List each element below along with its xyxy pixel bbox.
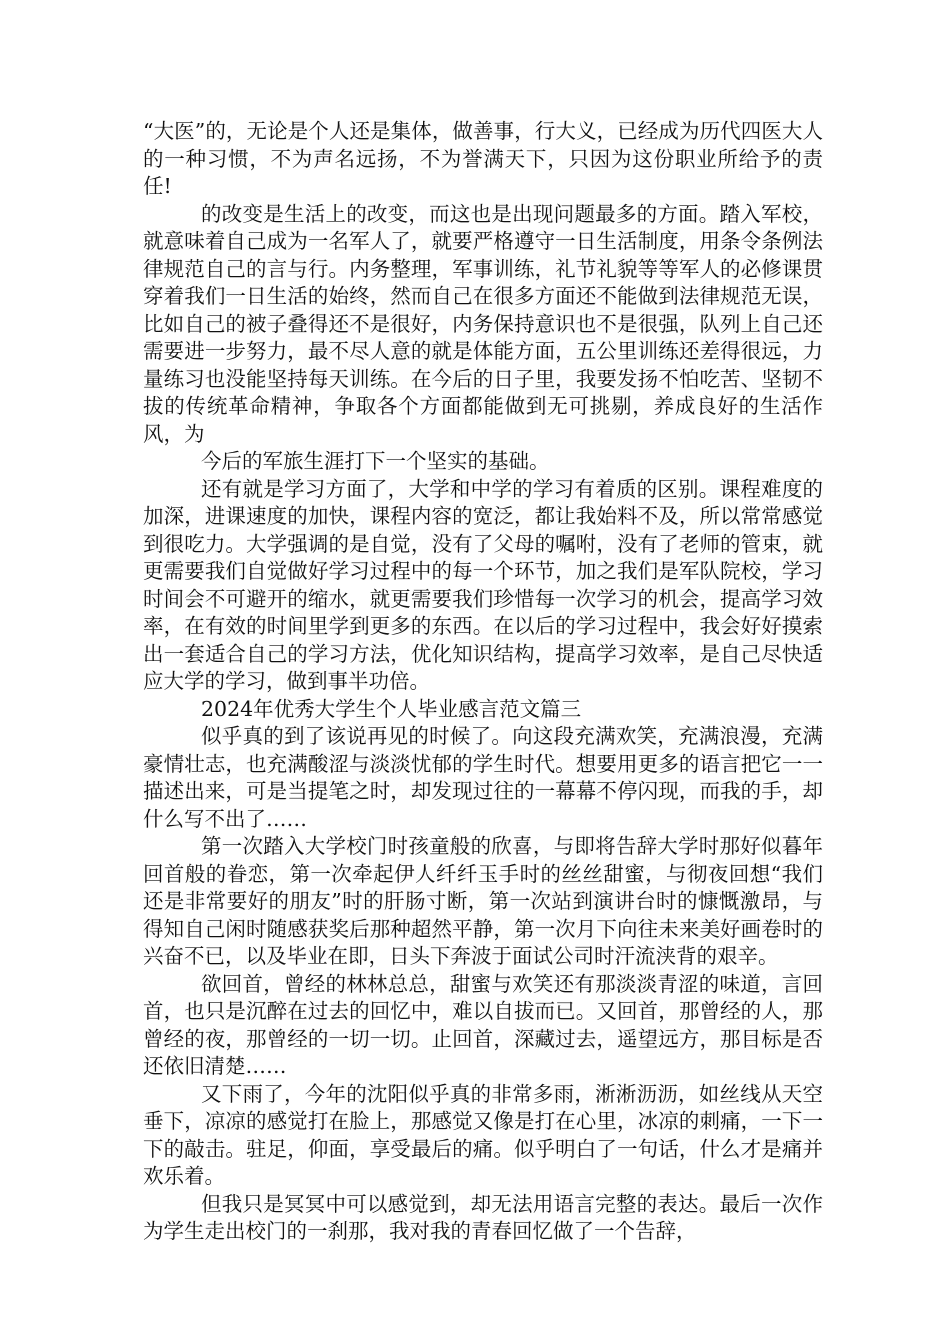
paragraph-1: “大医”的，无论是个人还是集体，做善事，行大义，已经成为历代四医大人的一种习惯，不为声名远扬，不为誉满天下，只因为这份职业所给予的责任! <box>143 119 823 198</box>
document-page <box>143 118 823 1246</box>
section-heading: 2024年优秀大学生个人毕业感言范文篇三 <box>201 696 582 721</box>
paragraph-3: 今后的军旅生涯打下一个坚实的基础。 <box>201 449 550 473</box>
paragraph-8: 又下雨了，今年的沈阳似乎真的非常多雨，淅淅沥沥，如丝线从天空垂下，凉凉的感觉打在脸上，那感觉又像是打在心里，冰凉的刺痛，一下一下的敲击。驻足，仰面，享受最后的痛。似乎明白了一句话，什么才是痛并欢乐着。 <box>143 1081 823 1188</box>
paragraph-4: 还有就是学习方面了，大学和中学的学习有着质的区别。课程难度的加深，进课速度的加快，课程内容的宽泛，都让我始料不及，所以常常感觉到很吃力。大学强调的是自觉，没有了父母的嘱咐，没有了老师的管束，就更需要我们自觉做好学习过程中的每一个环节，加之我们是军队院校，学习时间会不可避开的缩水，就更需要我们珍惜每一次学习的机会，提高学习效率，在有效的时间里学到更多的东西。在以后的学习过程中，我会好好摸索出一套适合自己的学习方法，优化知识结构，提高学习效率，是自己尽快适应大学的学习，做到事半功倍。 <box>143 476 823 693</box>
paragraph-9: 但我只是冥冥中可以感觉到，却无法用语言完整的表达。最后一次作为学生走出校门的一刹那，我对我的青春回忆做了一个告辞， <box>143 1191 823 1243</box>
paragraph-2: 的改变是生活上的改变，而这也是出现问题最多的方面。踏入军校，就意味着自己成为一名军人了，就要严格遵守一日生活制度，用条令条例法律规范自己的言与行。内务整理，军事训练，礼节礼貌等等军人的必修课贯穿着我们一日生活的始终，然而自己在很多方面还不能做到法律规范无误，比如自己的被子叠得还不是很好，内务保持意识也不是很强，队列上自己还需要进一步努力，最不尽人意的就是体能方面，五公里训练还差得很远，力量练习也没能坚持每天训练。在今后的日子里，我要发扬不怕吃苦、坚韧不拔的传统革命精神，争取各个方面都能做到无可挑剔，养成良好的生活作风，为 <box>143 201 823 446</box>
paragraph-7: 欲回首，曾经的林林总总，甜蜜与欢笑还有那淡淡青涩的味道，言回首，也只是沉醉在过去的回忆中，难以自拔而已。又回首，那曾经的人，那曾经的夜，那曾经的一切一切。止回首，深藏过去，遥望远方，那目标是否还依旧清楚…… <box>143 971 823 1078</box>
paragraph-5: 似乎真的到了该说再见的时候了。向这段充满欢笑，充满浪漫，充满豪情壮志，也充满酸涩与淡淡忧郁的学生时代。想要用更多的语言把它一一描述出来，可是当提笔之时，却发现过往的一幕幕不停闪现，而我的手，却什么写不出了…… <box>143 724 823 831</box>
paragraph-6: 第一次踏入大学校门时孩童般的欣喜，与即将告辞大学时那好似暮年回首般的眷恋，第一次牵起伊人纤纤玉手时的丝丝甜蜜，与彻夜回想“我们还是非常要好的朋友”时的肝肠寸断，第一次站到演讲台时的慷慨激昂，与得知自己闲时随感获奖后那种超然平静，第一次月下向往未来美好画卷时的兴奋不已，以及毕业在即，日头下奔波于面试公司时汗流浃背的艰辛。 <box>143 834 823 968</box>
